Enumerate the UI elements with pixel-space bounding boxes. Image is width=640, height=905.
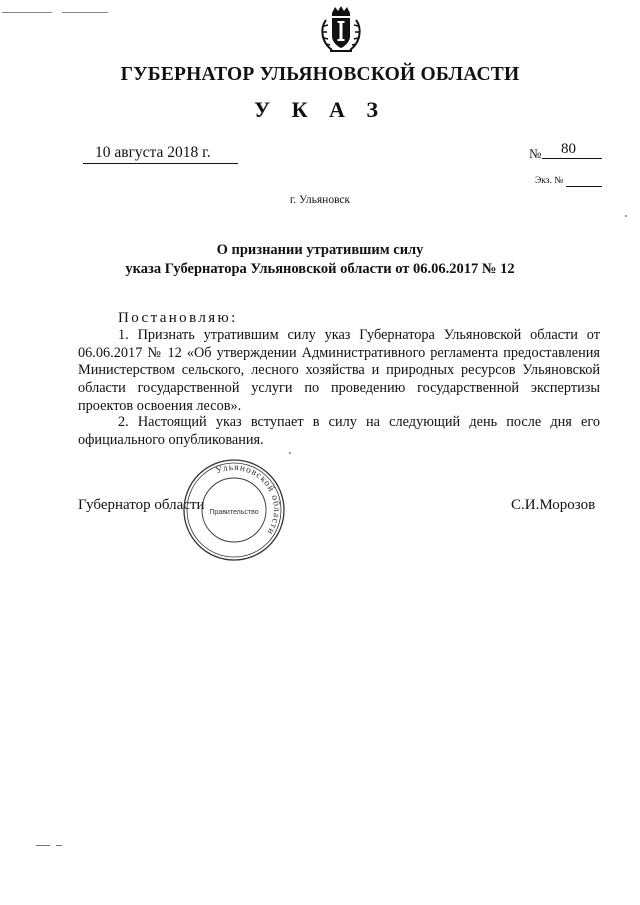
coat-of-arms-icon — [318, 4, 364, 56]
document-subject — [0, 241, 640, 279]
copy-number-label: Экз. № — [535, 176, 564, 186]
issuing-authority: ГУБЕРНАТОР УЛЬЯНОВСКОЙ ОБЛАСТИ — [120, 64, 520, 85]
signatory-name: С.И.Морозов — [511, 497, 596, 513]
number-sign: № — [529, 146, 542, 161]
official-stamp — [181, 457, 287, 563]
svg-text:Ульяновской области: Ульяновской области — [214, 462, 282, 537]
document-number: 80 — [561, 141, 576, 157]
city: г. Ульяновск — [289, 194, 351, 206]
scan-edge-mark — [62, 12, 108, 13]
signatory-position: Губернатор области — [78, 497, 205, 513]
document-type: У К А З — [253, 97, 387, 122]
subject-line-1: О признании утратившим силу — [216, 242, 424, 258]
paragraph-1: 1. Признать утратившим силу указ Губернатора Ульяновской области от 06.06.2017 № 12 «Об утверждении Административного регламента предоставления Министерством сельского, лесного хозяйства и природных ресурсов Ульяновской области государственной услуги по проведению государственной экспертизы проектов освоения лесов». — [78, 327, 600, 414]
date-underline — [83, 163, 238, 164]
copy-number-underline — [566, 186, 602, 187]
svg-text:Правительство: Правительство — [209, 509, 259, 516]
document-date: 10 августа 2018 г. — [95, 144, 211, 161]
scan-speck — [625, 215, 627, 217]
decree-word: Постановляю: — [118, 310, 238, 326]
scan-mark — [56, 845, 62, 846]
scan-mark — [36, 845, 50, 846]
scan-edge-mark — [2, 12, 52, 13]
number-underline — [542, 158, 602, 159]
scan-speck — [289, 452, 291, 454]
subject-line-2: указа Губернатора Ульяновской области от 06.06.2017 № 12 — [125, 261, 515, 277]
paragraph-2: 2. Настоящий указ вступает в силу на следующий день после дня его официального опубликования. — [78, 414, 600, 448]
